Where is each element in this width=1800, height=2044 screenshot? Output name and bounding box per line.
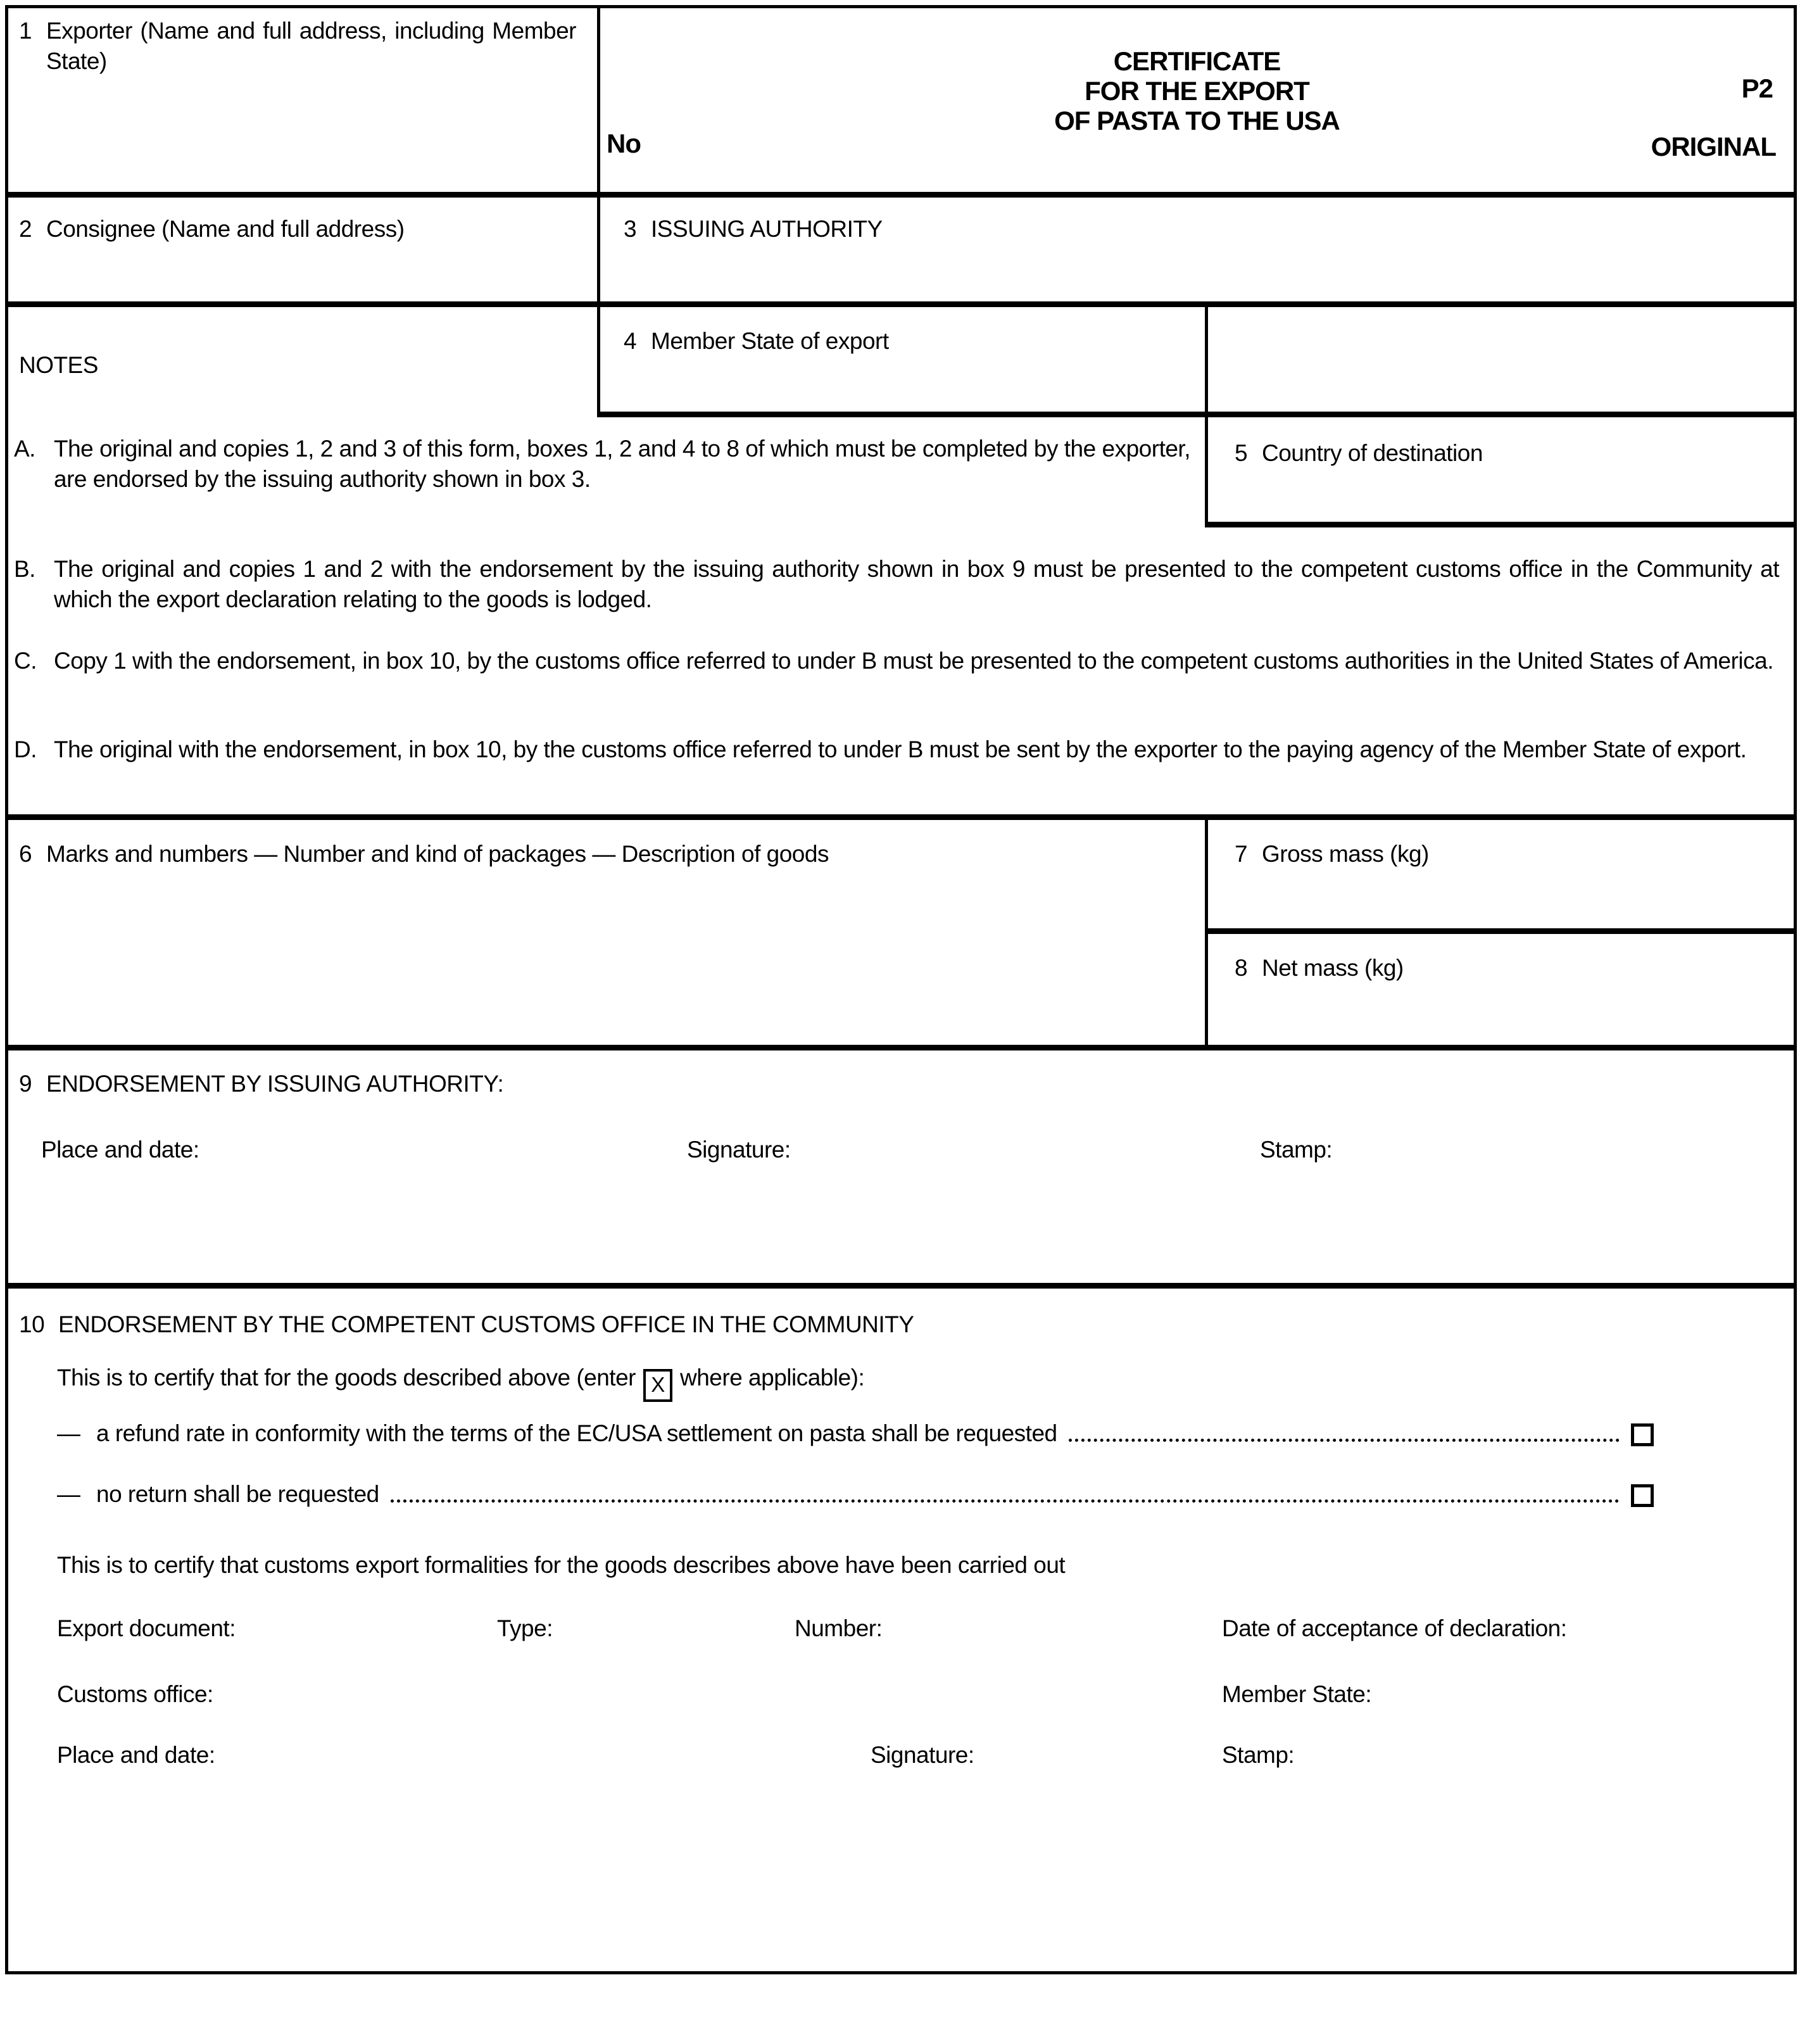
refund-requested-checkbox[interactable] [1631, 1423, 1654, 1446]
box9-signature-label: Signature: [687, 1137, 791, 1163]
box9-number: 9 [19, 1071, 32, 1097]
no-return-option-leader-dots [391, 1499, 1620, 1503]
note-c-letter: C. [14, 648, 37, 674]
box8-net-mass-cell [1235, 953, 1779, 983]
form-outer-border [5, 5, 1797, 1974]
box4-label: Member State of export [651, 328, 889, 354]
box9-label: ENDORSEMENT BY ISSUING AUTHORITY: [46, 1071, 504, 1097]
box2-label: Consignee (Name and full address) [46, 216, 405, 242]
box5-label: Country of destination [1262, 440, 1483, 466]
box5-country-destination-cell [1235, 438, 1779, 469]
box4-member-state-cell [624, 326, 1181, 356]
box1-number: 1 [19, 18, 32, 44]
enter-x-mark: X [643, 1369, 672, 1402]
form-title [600, 46, 1794, 136]
refund-option-row [57, 1418, 1654, 1449]
title-line-2: FOR THE EXPORT [1085, 76, 1309, 106]
box10-label: ENDORSEMENT BY THE COMPETENT CUSTOMS OFFICE IN THE COMMUNITY [58, 1311, 914, 1337]
copy-code-p2: P2 [1741, 73, 1773, 103]
box3-number: 3 [624, 216, 637, 242]
box10-heading [19, 1309, 1665, 1340]
box6-number: 6 [19, 841, 32, 867]
date-of-acceptance-label: Date of acceptance of declaration: [1222, 1615, 1567, 1641]
box6-marks-numbers-cell [19, 839, 1171, 869]
box5-number: 5 [1235, 440, 1248, 466]
divider-box10-top [5, 1283, 1797, 1289]
box2-consignee-cell [19, 214, 576, 244]
title-line-3: OF PASTA TO THE USA [1054, 106, 1340, 136]
divider-box9-top [5, 1045, 1797, 1050]
type-label: Type: [497, 1615, 553, 1641]
refund-option-text: a refund rate in conformity with the terms of the EC/USA settlement on pasta shall be requested [96, 1420, 1057, 1446]
number-label: Number: [795, 1615, 883, 1641]
member-state-label: Member State: [1222, 1681, 1372, 1707]
box7-number: 7 [1235, 841, 1248, 867]
note-d [14, 735, 1779, 765]
certify-goods-line [57, 1363, 1703, 1402]
box8-number: 8 [1235, 955, 1248, 981]
certificate-number-label: No [607, 129, 641, 158]
box4-number: 4 [624, 328, 637, 354]
divider-box6-top [5, 814, 1797, 820]
certify-formalities-line: This is to certify that customs export formalities for the goods describes above have been carried out [57, 1552, 1066, 1578]
refund-option-dash: — [57, 1420, 80, 1446]
certify-goods-pre: This is to certify that for the goods described above (enter [57, 1365, 636, 1391]
note-b-letter: B. [14, 556, 35, 582]
box7-label: Gross mass (kg) [1262, 841, 1429, 867]
no-return-option-row [57, 1479, 1654, 1510]
box9-heading [19, 1069, 1095, 1099]
box8-label: Net mass (kg) [1262, 955, 1404, 981]
customs-office-label: Customs office: [57, 1681, 213, 1707]
box3-label: ISSUING AUTHORITY [651, 216, 883, 242]
box6-label: Marks and numbers — Number and kind of packages — Description of goods [46, 841, 829, 867]
note-a-text: The original and copies 1, 2 and 3 of this form, boxes 1, 2 and 4 to 8 of which must be completed by the exporter, are endorsed by the issuing authority shown in box 3. [54, 436, 1190, 492]
box7-gross-mass-cell [1235, 839, 1779, 869]
box10-place-date-label: Place and date: [57, 1742, 215, 1768]
box1-label: Exporter (Name and full address, including Member State) [46, 18, 576, 74]
note-b-text: The original and copies 1 and 2 with the endorsement by the issuing authority shown in box 9 must be presented to the competent customs office in the Community at which the export declaration relating to the goods is lodged. [54, 556, 1779, 612]
divider-box4-box5-right [1205, 301, 1208, 527]
divider-box7-box8 [1205, 928, 1797, 934]
note-a [14, 434, 1190, 495]
note-a-letter: A. [14, 436, 35, 462]
divider-row2-bottom [5, 301, 1797, 307]
divider-box5-bottom [1205, 522, 1797, 527]
divider-box4-bottom [597, 412, 1797, 417]
notes-heading: NOTES [19, 352, 98, 378]
box2-number: 2 [19, 216, 32, 242]
no-return-checkbox[interactable] [1631, 1484, 1654, 1507]
refund-option-leader-dots [1069, 1439, 1620, 1442]
note-b [14, 554, 1779, 615]
box9-stamp-label: Stamp: [1260, 1137, 1333, 1163]
box1-exporter-cell [19, 16, 576, 77]
no-return-option-dash: — [57, 1481, 80, 1507]
certify-goods-post: where applicable): [680, 1365, 865, 1391]
title-line-1: CERTIFICATE [1113, 46, 1281, 76]
divider-row1-bottom [5, 192, 1797, 198]
note-c [14, 646, 1779, 676]
no-return-option-text: no return shall be requested [96, 1481, 379, 1507]
divider-box6-box78 [1205, 814, 1208, 1050]
note-c-text: Copy 1 with the endorsement, in box 10, by the customs office referred to under B must be presented to the competent customs authorities in the United States of America. [54, 648, 1773, 674]
box3-issuing-authority-cell [624, 214, 1637, 244]
box9-place-date-label: Place and date: [41, 1137, 199, 1163]
box10-stamp-label: Stamp: [1222, 1742, 1295, 1768]
original-label: ORIGINAL [1651, 132, 1776, 161]
note-d-text: The original with the endorsement, in box 10, by the customs office referred to under B must be sent by the exporter to the paying agency of the Member State of export. [54, 736, 1747, 762]
box10-signature-label: Signature: [871, 1742, 974, 1768]
box10-number: 10 [19, 1311, 45, 1337]
note-d-letter: D. [14, 736, 37, 762]
export-document-label: Export document: [57, 1615, 236, 1641]
